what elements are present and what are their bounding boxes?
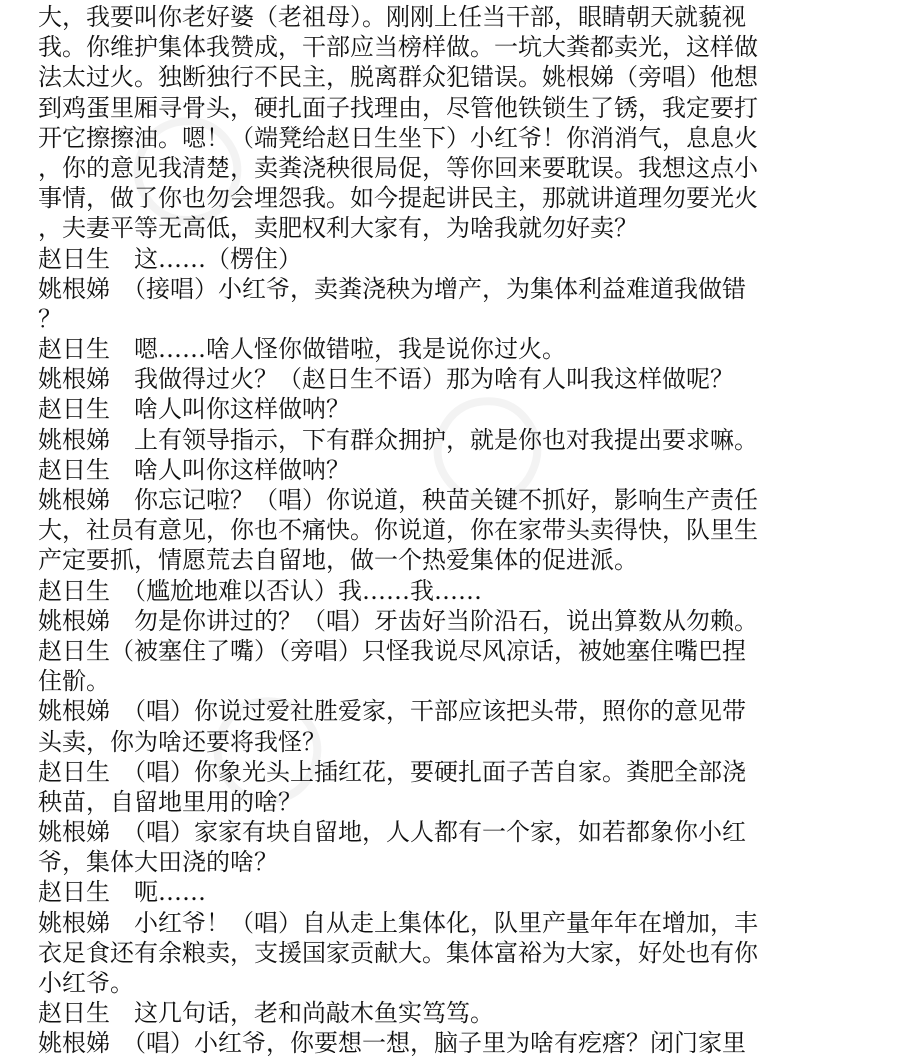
dialogue-line: 姚根娣 你忘记啦？（唱）你说道，秧苗关键不抓好，影响生产责任: [38, 486, 758, 514]
text-line: 事情，做了你也勿会埋怨我。如今提起讲民主，那就讲道理勿要光火: [38, 184, 758, 213]
text-line: ，你的意见我清楚，卖粪浇秧很局促，等你回来要耽误。我想这点小: [38, 153, 758, 182]
dialogue-line: 姚根娣 小红爷！（唱）自从走上集体化，队里产量年年在增加，丰: [38, 908, 758, 937]
text-line: ？: [38, 304, 62, 333]
text-line: 大，社员有意见，你也不痛快。你说道，你在家带头卖得快，队里生: [38, 516, 758, 545]
dialogue-line: 赵日生 啥人叫你这样做呐？: [38, 455, 350, 484]
text-line: 开它擦擦油。嗯！（端凳给赵日生坐下）小红爷！你消消气，息息火: [38, 123, 758, 152]
text-line: 小红爷。: [38, 969, 134, 997]
dialogue-line: 赵日生 嗯……啥人怪你做错啦，我是说你过火。: [38, 335, 566, 364]
dialogue-line: 赵日生 （尴尬地难以否认）我……我……: [38, 576, 482, 605]
dialogue-line: 赵日生 （唱）你象光头上插红花，要硬扎面子苦自家。粪肥全部浇: [38, 757, 746, 786]
dialogue-line: 赵日生 这……（楞住）: [38, 244, 302, 273]
dialogue-line: 赵日生 这几句话，老和尚敲木鱼实笃笃。: [38, 999, 494, 1028]
text-line: 住骱。: [38, 667, 110, 696]
dialogue-line: 赵日生（被塞住了嘴）（旁唱）只怪我说尽风凉话，被她塞住嘴巴捏: [38, 636, 746, 665]
dialogue-line: 姚根娣 （唱）你说过爱社胜爱家，干部应该把头带，照你的意见带: [38, 697, 746, 726]
text-line: 大，我要叫你老好婆（老祖母）。刚刚上任当干部，眼睛朝天就藐视: [38, 3, 746, 31]
text-line: 到鸡蛋里厢寻骨头，硬扎面子找理由，尽管他铁锁生了锈，我定要打: [38, 93, 758, 122]
text-line: 衣足食还有余粮卖，支援国家贡献大。集体富裕为大家，好处也有你: [38, 938, 758, 967]
dialogue-line: 姚根娣 （唱）家家有块自留地，人人都有一个家，如若都象你小红: [38, 818, 746, 847]
dialogue-line: 赵日生 啥人叫你这样做呐？: [38, 395, 350, 424]
text-line: 我。你维护集体我赞成，干部应当榜样做。一坑大粪都卖光，这样做: [38, 33, 758, 62]
text-line: 爷，集体大田浇的啥？: [38, 848, 278, 877]
text-line: 产定要抓，情愿荒去自留地，做一个热爱集体的促进派。: [38, 546, 638, 575]
script-document: [38, 2, 878, 1059]
dialogue-line: 姚根娣 （接唱）小红爷，卖粪浇秧为增产，为集体利益难道我做错: [38, 274, 746, 303]
dialogue-line: 姚根娣 （唱）小红爷，你要想一想，脑子里为啥有疙瘩？闭门家里: [38, 1029, 746, 1058]
dialogue-line: 姚根娣 勿是你讲过的？（唱）牙齿好当阶沿石，说出算数从勿赖。: [38, 606, 758, 635]
text-line: ，夫妻平等无高低，卖肥权利大家有，为啥我就勿好卖？: [38, 214, 638, 243]
text-line: 头卖，你为啥还要将我怪？: [38, 727, 326, 756]
dialogue-line: 姚根娣 上有领导指示，下有群众拥护，就是你也对我提出要求嘛。: [38, 425, 758, 454]
text-line: 法太过火。独断独行不民主，脱离群众犯错误。姚根娣（旁唱）他想: [38, 63, 758, 92]
dialogue-line: 赵日生 呃……: [38, 878, 206, 907]
text-line: 秧苗，自留地里用的啥？: [38, 787, 302, 816]
dialogue-line: 姚根娣 我做得过火？（赵日生不语）那为啥有人叫我这样做呢？: [38, 365, 734, 394]
